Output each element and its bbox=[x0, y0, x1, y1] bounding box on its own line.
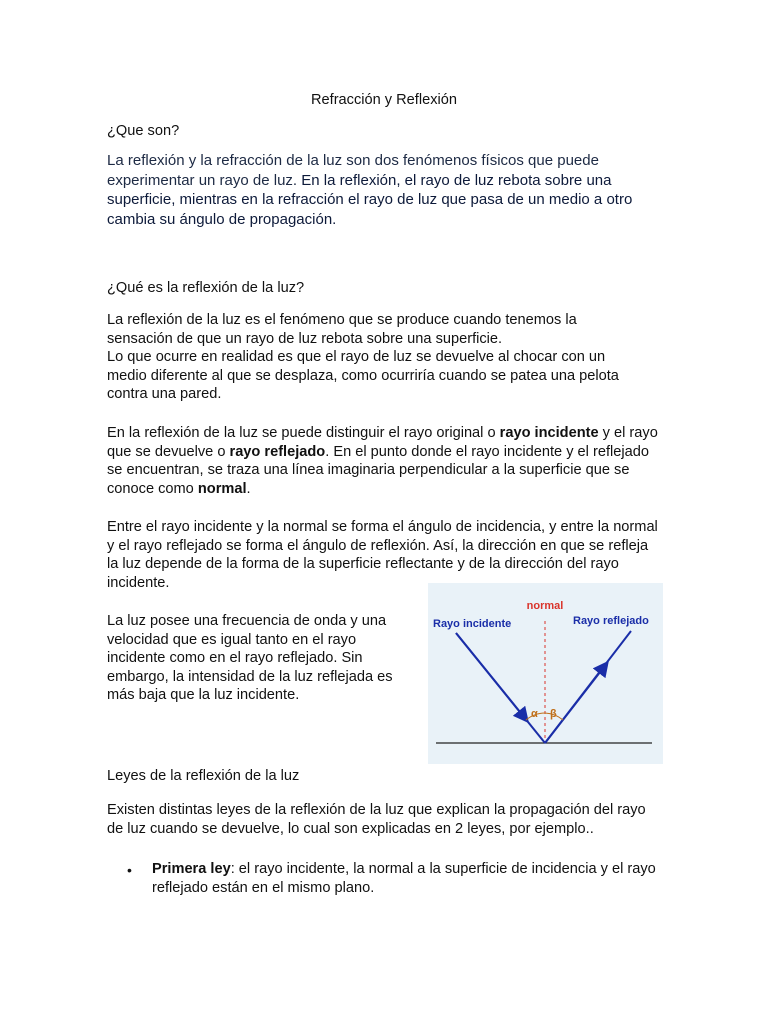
incident-ray-arrow bbox=[456, 633, 524, 717]
p2-bold-normal: normal bbox=[197, 480, 247, 497]
reflection-heading: ¿Qué es la reflexión de la luz? bbox=[107, 280, 305, 296]
reflection-diagram bbox=[428, 583, 663, 764]
reflection-paragraph-3: Entre el rayo incidente y la normal se forma el ángulo de incidencia, y entre la normal y el rayo reflejado se forma el ángulo de reflexión. Así, la dirección en que se refleja la luz depende de la forma de la superficie reflectante y de la dirección del rayo incidente. bbox=[107, 519, 658, 591]
p2-text-3: . En el punto donde el rayo incidente y el reflejado se encuentran, se traza una línea imaginaria perpendicular a la superficie que se conoce como bbox=[107, 443, 649, 497]
p2-text-4: . bbox=[246, 480, 251, 497]
p2-text-1: En la reflexión de la luz se puede distinguir el rayo original o bbox=[107, 425, 500, 441]
intro-part-2: En la reflexión, el rayo de luz rebota sobre una superficie, mientras en la refracción el rayo de luz que pasa de un medio a otro cambia su ángulo de propagación. bbox=[107, 171, 633, 228]
first-law-item bbox=[152, 860, 672, 897]
bullet-marker: • bbox=[127, 862, 132, 878]
question-heading: ¿Que son? bbox=[107, 123, 180, 139]
reflected-label: Rayo reflejado bbox=[573, 615, 649, 627]
p2-text-2: y el rayo que se devuelve o bbox=[107, 425, 658, 460]
reflection-line-a: La reflexión de la luz es el fenómeno que se produce cuando tenemos la sensación de que un rayo de luz rebota sobre una superficie. bbox=[107, 312, 577, 347]
normal-label: normal bbox=[526, 600, 564, 612]
first-law-text: : el rayo incidente, la normal a la superficie de incidencia y el rayo reflejado están en el mismo plano. bbox=[152, 861, 656, 896]
beta-label: β bbox=[550, 708, 557, 720]
alpha-label: α bbox=[531, 708, 538, 720]
reflection-line-b: Lo que ocurre en realidad es que el rayo de luz se devuelve al chocar con un medio diferente al que se desplaza, como ocurriría cuando se patea una pelota contra una pared. bbox=[107, 349, 619, 403]
reflection-paragraph-1 bbox=[107, 311, 627, 404]
laws-heading: Leyes de la reflexión de la luz bbox=[107, 768, 300, 784]
intro-paragraph bbox=[107, 151, 647, 229]
incident-label: Rayo incidente bbox=[433, 618, 512, 630]
p2-bold-incident: rayo incidente bbox=[499, 425, 599, 441]
p2-bold-reflected: rayo reflejado bbox=[229, 443, 326, 460]
reflection-diagram-svg bbox=[428, 583, 663, 764]
page-title: Refracción y Reflexión bbox=[310, 92, 457, 108]
reflected-ray-arrow bbox=[545, 667, 604, 743]
intro-part-1: La reflexión y la refracción de la luz son dos fenómenos físicos que puede experimentar un rayo de luz. bbox=[107, 152, 599, 189]
laws-paragraph: Existen distintas leyes de la reflexión de la luz que explican la propagación del rayo de luz cuando se devuelve, lo cual son explicadas en 2 leyes, por ejemplo.. bbox=[107, 802, 646, 837]
first-law-title: Primera ley bbox=[152, 861, 231, 877]
reflection-paragraph-2 bbox=[107, 424, 662, 498]
reflection-paragraph-4: La luz posee una frecuencia de onda y una velocidad que es igual tanto en el rayo incidente como en el rayo reflejado. Sin embargo, la intensidad de la luz reflejada es más baja que la luz incidente. bbox=[107, 613, 393, 704]
